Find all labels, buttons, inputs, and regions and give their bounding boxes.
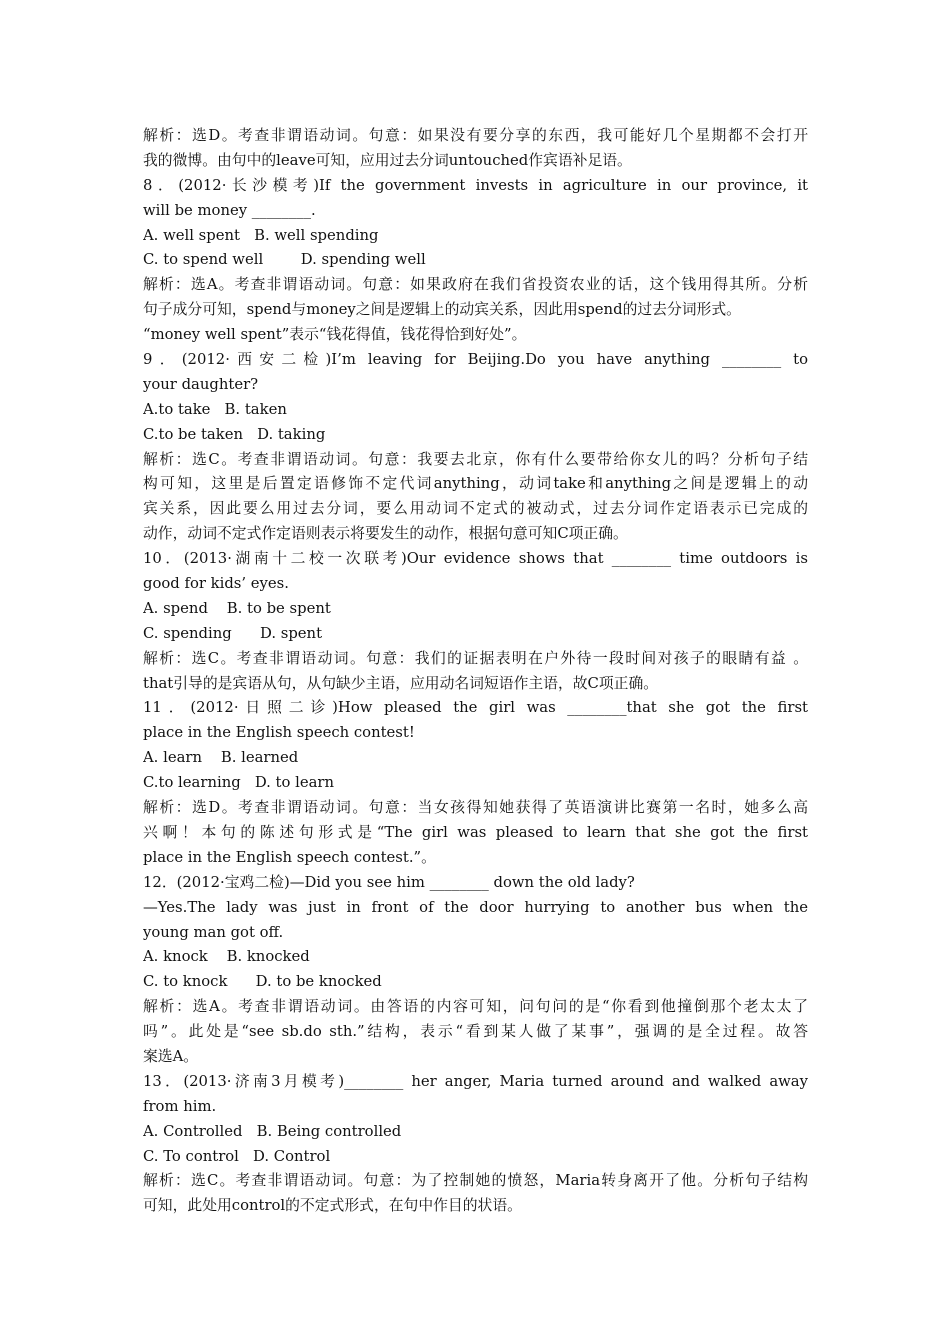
text-line: A. spend B. to be spent [143, 599, 331, 617]
text-line: C. spending D. spent [143, 624, 323, 642]
text-line: 11．(2012·日照二诊)How pleased the girl was ________that she got the first [143, 699, 808, 717]
text-line: place in the English speech contest.”。 [143, 848, 436, 866]
text-line: 解析：选D。考查非谓语动词。句意：当女孩得知她获得了英语演讲比赛第一名时，她多么高 [143, 799, 808, 817]
text-line: C. To control D. Control [143, 1147, 331, 1165]
text-line: A. Controlled B. Being controlled [143, 1122, 402, 1140]
text-line: 10．(2013·湖南十二校一次联考)Our evidence shows that ________ time outdoors is [143, 550, 808, 568]
text-line: young man got off. [143, 923, 284, 941]
text-line: 案选A。 [143, 1047, 199, 1065]
text-line: good for kids’ eyes. [143, 575, 289, 593]
text-line: C. to spend well D. spending well [143, 251, 426, 269]
text-line: A.to take B. taken [143, 400, 287, 418]
text-line: 构可知，这里是后置定语修饰不定代词anything，动词take和anything之间是逻辑上的动 [143, 475, 808, 493]
text-line: 8．(2012·长沙模考)If the government invests in agriculture in our province, it [143, 176, 808, 194]
text-line: will be money ________. [143, 201, 316, 219]
text-line: 解析：选A。考查非谓语动词。句意：如果政府在我们省投资农业的话，这个钱用得其所。分析 [143, 276, 808, 294]
text-line: —Yes.The lady was just in front of the door hurrying to another bus when the [143, 898, 808, 916]
text-line: A. well spent B. well spending [143, 226, 379, 244]
text-line: 12．(2012·宝鸡二检)—Did you see him ________ down the old lady? [143, 873, 635, 891]
text-line: place in the English speech contest! [143, 724, 415, 742]
text-line: from him. [143, 1097, 217, 1115]
text-line: C. to knock D. to be knocked [143, 973, 382, 991]
text-line: 解析：选D。考查非谓语动词。句意：如果没有要分享的东西，我可能好几个星期都不会打开 [143, 127, 808, 144]
text-line: 解析：选C。考查非谓语动词。句意：为了控制她的愤怒，Maria转身离开了他。分析句子结构 [143, 1172, 808, 1190]
text-line: 解析：选C。考查非谓语动词。句意：我要去北京，你有什么要带给你女儿的吗？分析句子结 [143, 450, 808, 468]
text-line: that引导的是宾语从句，从句缺少主语，应用动名词短语作主语，故C项正确。 [143, 674, 659, 692]
text-line: 吗”。此处是“see sb.do sth.”结构，表示“看到某人做了某事”，强调的是全过程。故答 [143, 1023, 808, 1041]
text-line: 我的微博。由句中的leave可知，应用过去分词untouched作宾语补足语。 [143, 151, 632, 169]
text-line: 句子成分可知，spend与money之间是逻辑上的动宾关系，因此用spend的过去分词形式。 [143, 301, 741, 319]
text-line: 解析：选C。考查非谓语动词。句意：我们的证据表明在户外待一段时间对孩子的眼睛有益 。 [143, 649, 808, 667]
document-page [143, 124, 808, 1219]
text-line: C.to be taken D. taking [143, 425, 326, 443]
text-line: A. knock B. knocked [143, 948, 310, 966]
text-line: 解析：选A。考查非谓语动词。由答语的内容可知，问句问的是“你看到他撞倒那个老太太了 [143, 998, 808, 1016]
text-line: 动作，动词不定式作定语则表示将要发生的动作，根据句意可知C项正确。 [143, 525, 628, 543]
text-line: 13．(2013·济南3月模考)________ her anger, Maria turned around and walked away [143, 1072, 808, 1090]
text-line: 兴啊！本句的陈述句形式是“The girl was pleased to learn that she got the first [143, 823, 808, 841]
text-line: C.to learning D. to learn [143, 774, 335, 792]
text-line: “money well spent”表示“钱花得值，钱花得恰到好处”。 [143, 326, 527, 344]
text-line: your daughter? [143, 375, 259, 393]
text-line: 宾关系，因此要么用过去分词，要么用动词不定式的被动式，过去分词作定语表示已完成的 [143, 500, 808, 518]
text-line: 可知，此处用control的不定式形式，在句中作目的状语。 [143, 1197, 522, 1215]
text-line: A. learn B. learned [143, 749, 299, 767]
text-line: 9．(2012·西安二检)I’m leaving for Beijing.Do you have anything ________ to [143, 351, 808, 369]
